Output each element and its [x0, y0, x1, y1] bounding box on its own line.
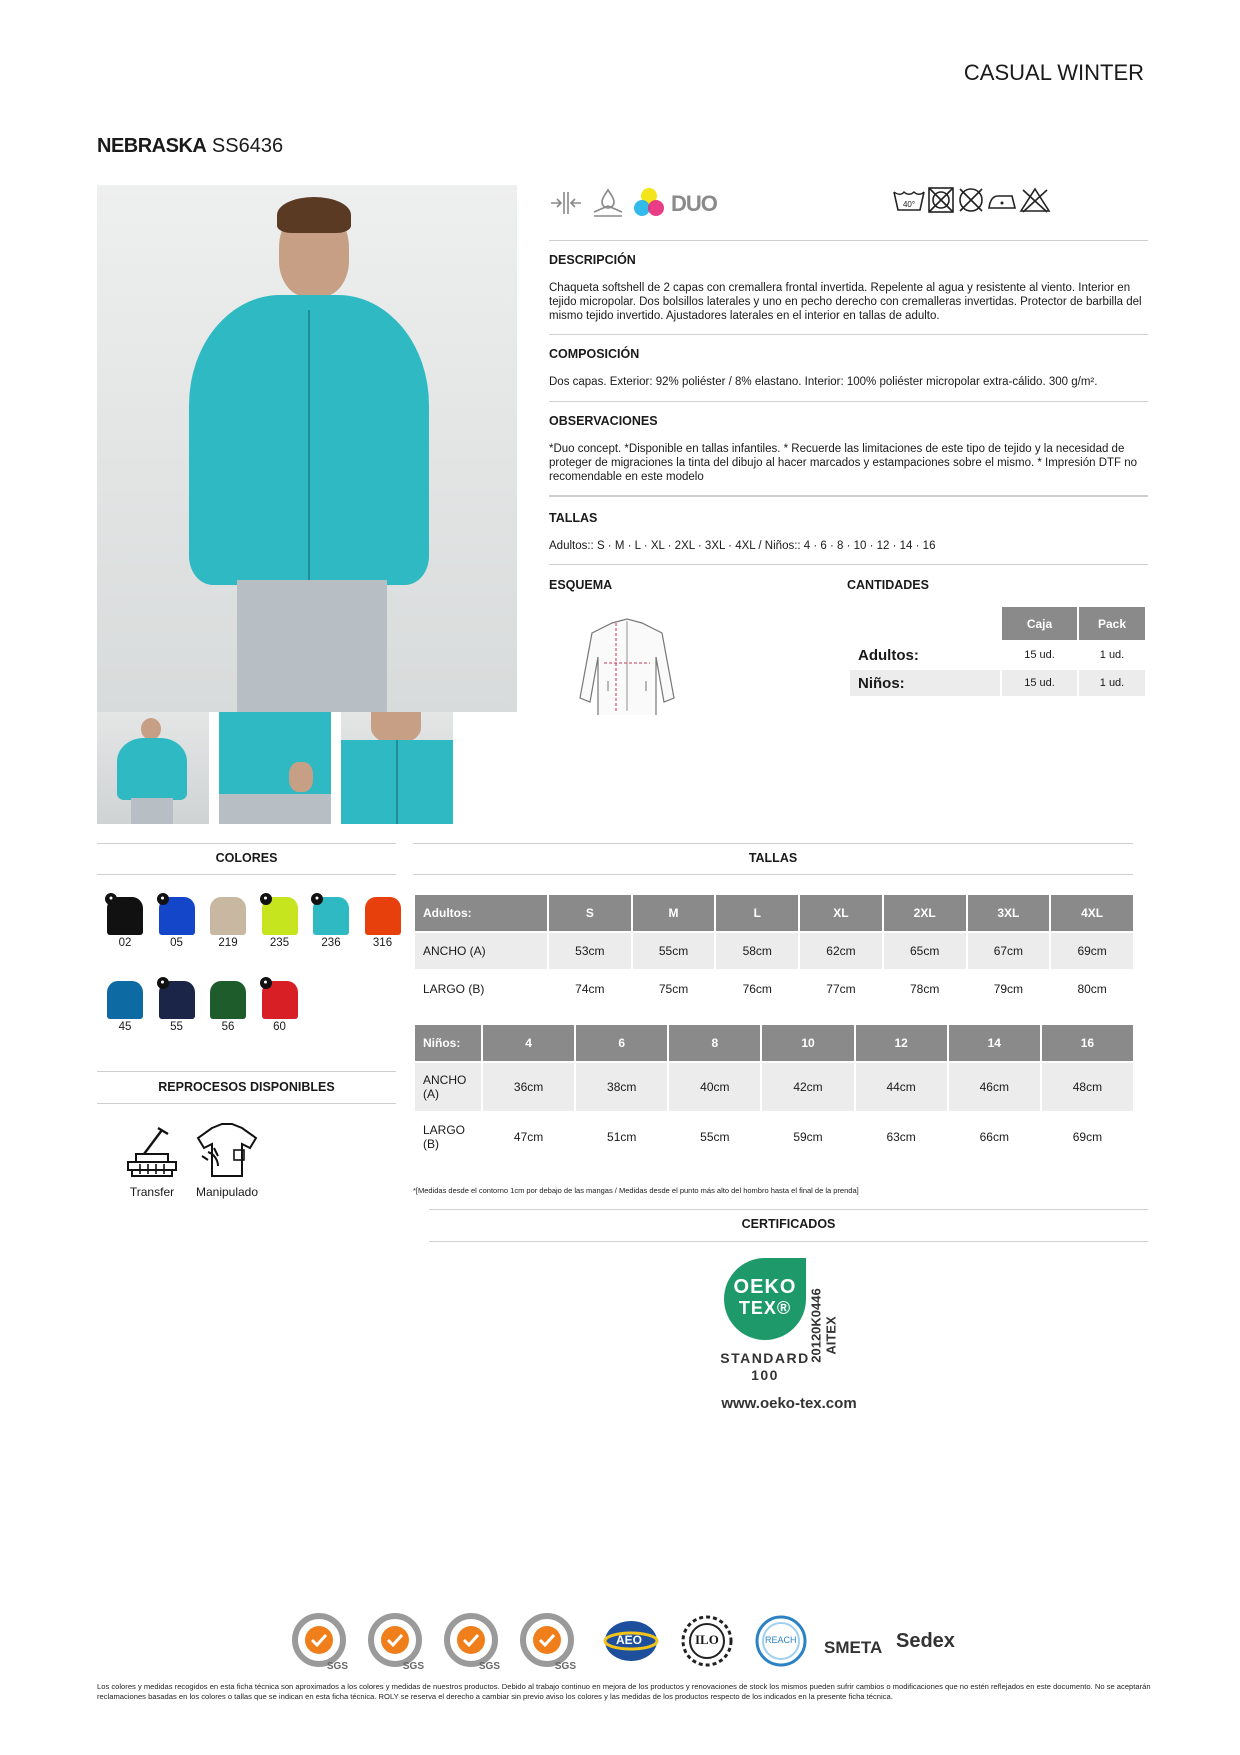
color-swatch[interactable] — [159, 977, 195, 1019]
cert-code: 20120K0446 — [808, 1288, 824, 1363]
colores-title: COLORES — [215, 851, 278, 865]
color-swatch[interactable] — [107, 977, 143, 1019]
size-header: 14 — [949, 1025, 1040, 1061]
measure-value: 63cm — [886, 1130, 916, 1144]
table-row — [415, 971, 1133, 1007]
thumb-jacket-closeup — [219, 712, 331, 794]
descripcion-title: DESCRIPCIÓN — [549, 253, 636, 267]
water-repellent-icon — [591, 186, 625, 220]
thumbnail-3[interactable] — [341, 712, 453, 824]
measure-value: 42cm — [762, 1063, 853, 1111]
color-code: 45 — [118, 1021, 132, 1033]
thumbnail-2[interactable] — [219, 712, 331, 824]
cantidades-table — [848, 605, 1147, 698]
color-code: 56 — [221, 1021, 235, 1033]
measure-value: 36cm — [483, 1063, 574, 1111]
model-pants — [237, 580, 387, 712]
reproceso-manipulado-label: Manipulado — [195, 1185, 259, 1199]
size-header: 3XL — [968, 895, 1050, 931]
table-row — [415, 933, 1133, 969]
product-heading — [97, 135, 283, 158]
qty-header-caja: Caja — [1002, 607, 1077, 640]
measure-value: 48cm — [1042, 1063, 1133, 1111]
reprocesos-title: REPROCESOS DISPONIBLES — [158, 1080, 335, 1094]
jacket-color-icon — [210, 897, 246, 935]
reproceso-transfer-label: Transfer — [129, 1185, 175, 1199]
thumb-zip — [396, 740, 398, 824]
thumb-head — [141, 718, 161, 740]
measure-value: 80cm — [1077, 982, 1107, 996]
measure-value: 69cm — [1072, 1130, 1103, 1144]
measure-value: 78cm — [909, 982, 940, 996]
qty-row-label: Niños: — [850, 670, 1000, 696]
transfer-press-icon — [122, 1122, 182, 1180]
kids-size-badge-icon: ● — [157, 893, 169, 905]
color-swatch[interactable] — [107, 893, 143, 935]
size-header: 10 — [762, 1025, 853, 1061]
divider — [549, 334, 1148, 335]
measure-value: 67cm — [968, 933, 1050, 969]
divider — [549, 240, 1148, 241]
thumb-jacket — [117, 738, 187, 800]
measure-value: 77cm — [826, 982, 856, 996]
measure-value: 44cm — [856, 1063, 947, 1111]
main-product-photo[interactable] — [97, 185, 517, 712]
reach-logo — [752, 1614, 810, 1672]
divider — [413, 874, 1133, 875]
reach-text: REACH — [765, 1635, 797, 1645]
color-swatch[interactable] — [210, 893, 246, 935]
qty-pack: 1 ud. — [1099, 649, 1125, 661]
divider — [549, 564, 1148, 565]
tallas-info-title: TALLAS — [549, 511, 598, 525]
sgs-logo-2 — [366, 1612, 424, 1670]
measure-value: 58cm — [716, 933, 798, 969]
color-swatch[interactable] — [365, 893, 401, 935]
size-header: 12 — [856, 1025, 947, 1061]
duo-label: DUO — [671, 191, 717, 216]
divider — [549, 495, 1148, 497]
measure-value: 59cm — [793, 1130, 823, 1144]
color-code: 236 — [321, 937, 341, 949]
qty-header-pack: Pack — [1079, 607, 1145, 640]
divider — [429, 1209, 1148, 1210]
table-row — [415, 1113, 1133, 1161]
size-header: 6 — [576, 1025, 667, 1061]
size-header: 2XL — [884, 895, 966, 931]
sgs-text: SGS — [402, 1661, 424, 1672]
qty-caja: 15 ud. — [1002, 670, 1077, 696]
measure-label: ANCHO (A) — [415, 933, 547, 969]
table-row — [850, 642, 1145, 668]
thumbnail-1[interactable] — [97, 712, 209, 824]
model-hair — [277, 197, 351, 233]
ilo-logo — [678, 1614, 736, 1672]
measure-value: 47cm — [513, 1130, 544, 1144]
certificados-title: CERTIFICADOS — [741, 1217, 836, 1231]
no-tumble-dry-icon — [927, 186, 955, 214]
standard-text: STANDARD — [720, 1350, 810, 1366]
jacket-color-icon — [365, 897, 401, 935]
thumb-hand — [289, 762, 313, 792]
divider — [97, 874, 396, 875]
aeo-logo — [602, 1616, 660, 1674]
size-table-adultos — [413, 893, 1135, 1009]
size-header: 4XL — [1051, 895, 1133, 931]
measure-value: 53cm — [549, 933, 631, 969]
measure-value: 55cm — [700, 1130, 730, 1144]
measure-value: 46cm — [949, 1063, 1040, 1111]
measure-value: 75cm — [658, 982, 689, 996]
jacket-zip — [308, 310, 310, 580]
wash-40-icon — [893, 186, 925, 214]
observaciones-text: *Duo concept. *Disponible en tallas infantiles. * Recuerde las limitaciones de este tipo de tejido y la necesidad de proteger de migraciones la tinta del dibujo al hacer marcados y estampaciones sobre el mismo. * Impresión DTF no recomendable en este modelo — [549, 443, 1138, 483]
color-swatch[interactable] — [262, 977, 298, 1019]
size-header: L — [716, 895, 798, 931]
oeko-url[interactable]: www.oeko-tex.com — [721, 1395, 857, 1412]
standard-num: 100 — [751, 1367, 779, 1383]
divider — [429, 1241, 1148, 1242]
size-table-group-label: Adultos: — [415, 895, 547, 931]
size-header: XL — [800, 895, 882, 931]
measure-value: 38cm — [576, 1063, 667, 1111]
tallas-info-text: Adultos:: S · M · L · XL · 2XL · 3XL · 4XL / Niños:: 4 · 6 · 8 · 10 · 12 · 14 · 16 — [549, 540, 936, 552]
aeo-text: AEO — [616, 1633, 643, 1647]
disclaimer: Los colores y medidas recogidos en esta ficha técnica son aproximados a los colores y medidas de nuestros productos. Debido al trabajo continuo en mejora de los productos y renovaciones de stock los mismos pueden sufrir cambios o modificaciones que no estén reflejados en este documento. No se aceptarán reclamaciones basadas en los colores o tallas que se indican en esta ficha técnica. ROLY se reserva el derecho a cambiar sin previo aviso los colores y las medidas de los productos respecto de los indicados en la presente ficha técnica. — [97, 1682, 1151, 1701]
measure-value: 74cm — [575, 982, 605, 996]
sgs-text: SGS — [554, 1661, 576, 1672]
measure-label: ANCHO (A) — [415, 1063, 481, 1111]
oeko-text: OEKO — [733, 1276, 797, 1298]
sgs-logo-4 — [518, 1612, 576, 1670]
kids-size-badge-icon: ● — [311, 893, 323, 905]
feature-icons — [549, 186, 719, 220]
size-header: 16 — [1042, 1025, 1133, 1061]
color-swatch[interactable] — [210, 977, 246, 1019]
size-header: 8 — [669, 1025, 760, 1061]
color-swatch[interactable] — [159, 893, 195, 935]
sgs-text: SGS — [326, 1661, 348, 1672]
kids-size-badge-icon: ● — [260, 977, 272, 989]
size-header: M — [633, 895, 715, 931]
no-dry-clean-icon — [957, 186, 985, 214]
measure-label: LARGO (B) — [423, 1123, 466, 1151]
qty-pack: 1 ud. — [1079, 670, 1145, 696]
composicion-title: COMPOSICIÓN — [549, 347, 640, 361]
jacket-schematic-icon — [572, 615, 682, 715]
iron-low-icon — [987, 186, 1017, 214]
windproof-icon — [549, 186, 583, 220]
tex-text: TEX® — [738, 1298, 792, 1318]
measure-value: 40cm — [669, 1063, 760, 1111]
color-swatch[interactable] — [262, 893, 298, 935]
wash-temp: 40° — [902, 200, 916, 209]
sgs-logo-1 — [290, 1612, 348, 1670]
sgs-text: SGS — [478, 1661, 500, 1672]
measure-value: 66cm — [979, 1130, 1009, 1144]
no-bleach-icon — [1019, 186, 1051, 214]
color-code: 02 — [118, 937, 132, 949]
size-header: S — [549, 895, 631, 931]
divider — [413, 843, 1133, 844]
divider — [97, 1103, 396, 1104]
measurement-note: *[Medidas desde el contorno 1cm por debajo de las mangas / Medidas desde el punto más alto del hombro hasta el final de la prenda] — [413, 1186, 859, 1195]
divider — [97, 1071, 396, 1072]
measure-label: LARGO (B) — [423, 982, 485, 996]
color-code: 55 — [170, 1021, 183, 1033]
color-code: 05 — [170, 937, 183, 949]
kids-size-badge-icon: ● — [157, 977, 169, 989]
ilo-text: ILO — [695, 1632, 719, 1647]
measure-value: 62cm — [800, 933, 882, 969]
descripcion-text: Chaqueta softshell de 2 capas con cremallera frontal invertida. Repelente al agua y resistente al viento. Interior en tejido micropolar. Dos bolsillos laterales y uno en pecho derecho con cremalleras invertidas. Protector de barbilla del mismo tejido invertido. Ajustadores laterales en el interior en tallas de adulto. — [549, 282, 1142, 322]
manipulated-shirt-icon — [194, 1122, 260, 1180]
measure-value: 51cm — [607, 1130, 637, 1144]
size-table-group-label: Niños: — [415, 1025, 481, 1061]
oeko-tex-logo — [716, 1258, 866, 1418]
measure-value: 55cm — [633, 933, 715, 969]
thumb-pants — [219, 794, 331, 824]
collection-title: CASUAL WINTER — [963, 60, 1144, 85]
size-header: 4 — [483, 1025, 574, 1061]
size-table-ninos — [413, 1023, 1135, 1163]
composicion-text: Dos capas. Exterior: 92% poliéster / 8% elastano. Interior: 100% poliéster micropolar extra-cálido. 300 g/m². — [549, 376, 1098, 388]
color-code: 235 — [269, 937, 290, 949]
jacket-color-icon — [210, 981, 246, 1019]
care-icons — [893, 186, 1063, 216]
kids-size-badge-icon: ● — [260, 893, 272, 905]
divider — [549, 401, 1148, 402]
duo-color-icon — [631, 186, 667, 220]
smeta-logo: SMETA — [824, 1638, 883, 1657]
tallas-table-title: TALLAS — [748, 851, 798, 865]
thumb-pants — [131, 798, 173, 824]
qty-row-label: Adultos: — [858, 646, 919, 664]
measure-value: 65cm — [884, 933, 966, 969]
measure-value: 69cm — [1051, 933, 1133, 969]
cert-org: AITEX — [823, 1316, 839, 1355]
table-row — [850, 670, 1145, 696]
sgs-logo-3 — [442, 1612, 500, 1670]
product-code: SS6436 — [211, 135, 284, 157]
measure-value: 79cm — [993, 982, 1024, 996]
qty-caja: 15 ud. — [1024, 649, 1055, 661]
color-code: 219 — [218, 937, 238, 949]
kids-size-badge-icon: ● — [105, 893, 117, 905]
table-row — [415, 1063, 1133, 1111]
product-name: NEBRASKA — [97, 135, 207, 157]
observaciones-title: OBSERVACIONES — [549, 414, 658, 428]
color-code: 316 — [372, 937, 393, 949]
footer-logos — [290, 1612, 970, 1676]
divider — [97, 843, 396, 844]
measure-value: 76cm — [742, 982, 772, 996]
jacket-color-icon — [107, 981, 143, 1019]
cantidades-title: CANTIDADES — [847, 578, 929, 592]
sedex-logo: Sedex — [896, 1630, 955, 1652]
color-swatch[interactable] — [313, 893, 349, 935]
esquema-title: ESQUEMA — [549, 578, 613, 592]
color-code: 60 — [273, 1021, 286, 1033]
